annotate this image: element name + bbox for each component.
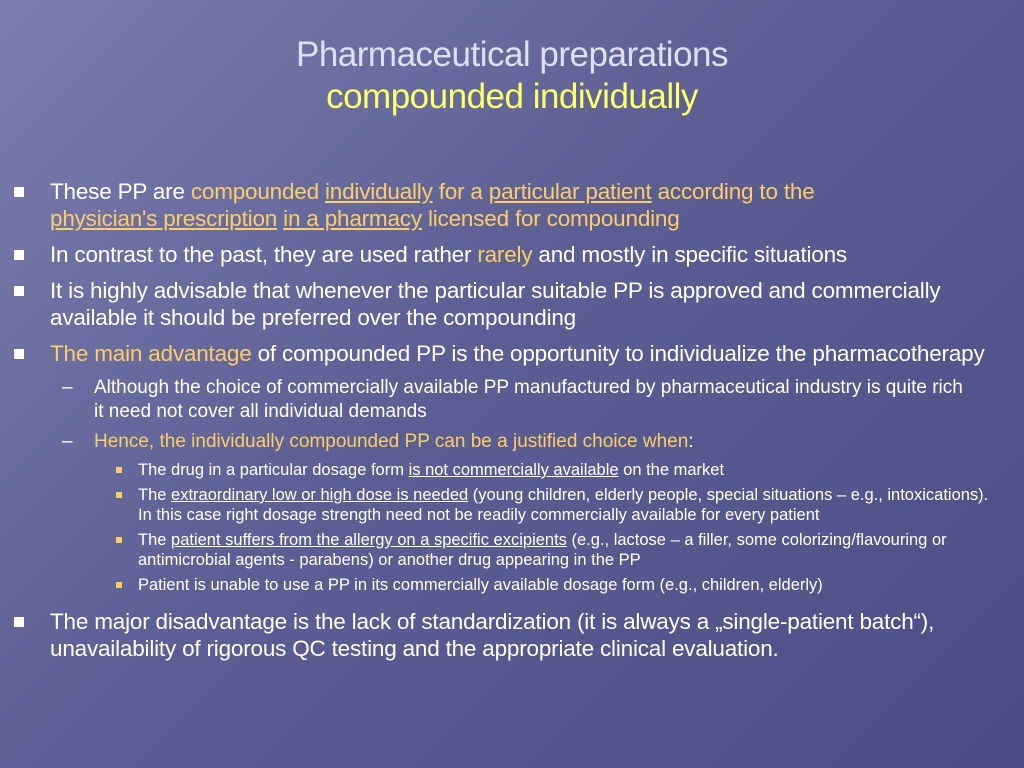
- title-line-2: compounded individually: [326, 77, 698, 116]
- dash-bullet-icon: –: [62, 377, 73, 398]
- sub-bullet-choice-rich: – Although the choice of commercially available PP manufactured by pharmaceutical industry is quite rich it need not cover all individual demands: [62, 377, 963, 422]
- item-not-available: The drug in a particular dosage form is not commercially available on the market: [0, 460, 1024, 480]
- small-square-bullet-icon: [116, 467, 122, 473]
- square-bullet-icon: [14, 617, 24, 627]
- item-extraordinary-dose: The extraordinary low or high dose is needed (young children, elderly people, special situations – e.g., intoxications). In this case right dosage strength need not be readily commercially available for every patient: [0, 485, 1024, 525]
- small-square-bullet-icon: [116, 492, 122, 498]
- item-unable-to-use: Patient is unable to use a PP in its commercially available dosage form (e.g., children, elderly): [0, 575, 1024, 595]
- bullet-main-advantage: The main advantage of compounded PP is the opportunity to individualize the pharmacotherapy: [0, 340, 1024, 367]
- item-allergy-excipients: The patient suffers from the allergy on a specific excipients (e.g., lactose – a filler, some colorizing/flavouring or antimicrobial agents - parabens) or another drug appearing in the PP: [0, 530, 1024, 570]
- bullet-compounded-definition: These PP are compounded individually for a particular patient according to the physician's prescription in a pharmacy licensed for compounding: [0, 178, 1024, 232]
- square-bullet-icon: [14, 286, 24, 296]
- square-bullet-icon: [14, 187, 24, 197]
- bullet-major-disadvantage: The major disadvantage is the lack of standardization (it is always a „single-patient batch“), unavailability of rigorous QC testing and the appropriate clinical evaluation.: [0, 608, 1024, 662]
- bullet-rarely-used: In contrast to the past, they are used rather rarely and mostly in specific situations: [0, 241, 1024, 268]
- square-bullet-icon: [14, 250, 24, 260]
- small-square-bullet-icon: [116, 582, 122, 588]
- slide-title: [0, 34, 1024, 118]
- small-square-bullet-icon: [116, 537, 122, 543]
- square-bullet-icon: [14, 349, 24, 359]
- title-line-1: Pharmaceutical preparations: [295, 35, 728, 74]
- bullet-commercial-preferred: It is highly advisable that whenever the particular suitable PP is approved and commercially available it should be preferred over the compounding: [0, 277, 1024, 331]
- sub-bullet-justified-choice: – Hence, the individually compounded PP can be a justified choice when:: [62, 431, 694, 452]
- dash-bullet-icon: –: [62, 431, 73, 452]
- slide-content: [0, 178, 1024, 671]
